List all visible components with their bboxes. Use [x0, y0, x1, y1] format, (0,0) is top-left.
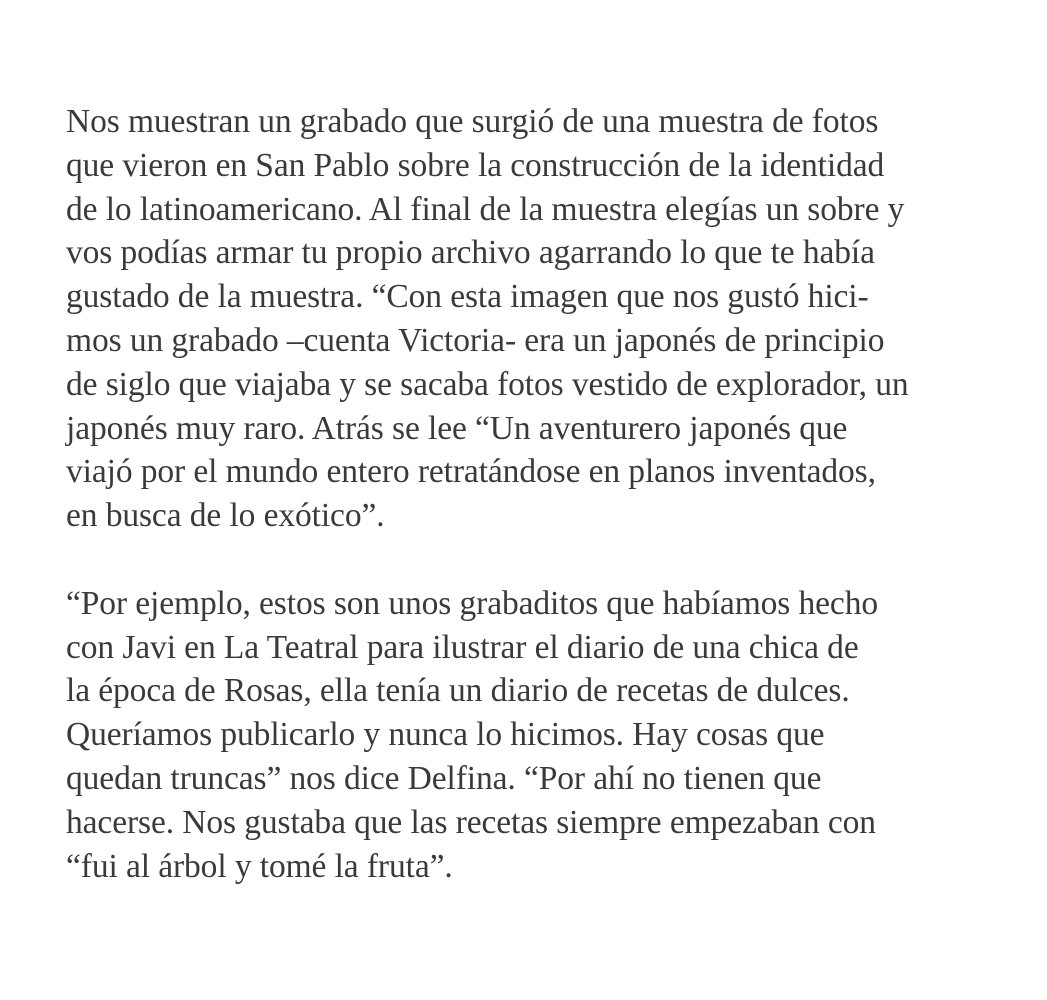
- text-line: de lo latinoamericano. Al final de la muestra elegías un sobre y: [66, 190, 905, 228]
- text-line: vos podías armar tu propio archivo agarrando lo que te había: [66, 234, 875, 272]
- text-line: mos un grabado –cuenta Victoria- era un japonés de principio: [66, 321, 885, 359]
- paragraph-2: [66, 582, 1006, 889]
- document-body: [66, 100, 1006, 888]
- text-line: japonés muy raro. Atrás se lee “Un aventurero japonés que: [66, 409, 848, 447]
- text-line: con Javi en La Teatral para ilustrar el diario de una chica de: [66, 628, 859, 666]
- text-line: Queríamos publicarlo y nunca lo hicimos. Hay cosas que: [66, 716, 825, 754]
- text-line: “Por ejemplo, estos son unos grabaditos que habíamos hecho: [66, 584, 879, 622]
- text-line: de siglo que viajaba y se sacaba fotos vestido de explorador, un: [66, 365, 909, 403]
- paragraph-1: [66, 100, 1006, 538]
- text-line: viajó por el mundo entero retratándose en planos inventados,: [66, 453, 876, 491]
- text-line: la época de Rosas, ella tenía un diario de recetas de dulces.: [66, 672, 850, 710]
- text-line: que vieron en San Pablo sobre la construcción de la identidad: [66, 146, 885, 184]
- text-line: Nos muestran un grabado que surgió de una muestra de fotos: [66, 103, 879, 140]
- text-line: quedan truncas” nos dice Delfina. “Por ahí no tienen que: [66, 759, 822, 797]
- text-line: gustado de la muestra. “Con esta imagen que nos gustó hici-: [66, 278, 869, 316]
- text-line: hacerse. Nos gustaba que las recetas siempre empezaban con: [66, 803, 876, 841]
- text-line: “fui al árbol y tomé la fruta”.: [66, 847, 453, 885]
- text-line: en busca de lo exótico”.: [66, 497, 385, 535]
